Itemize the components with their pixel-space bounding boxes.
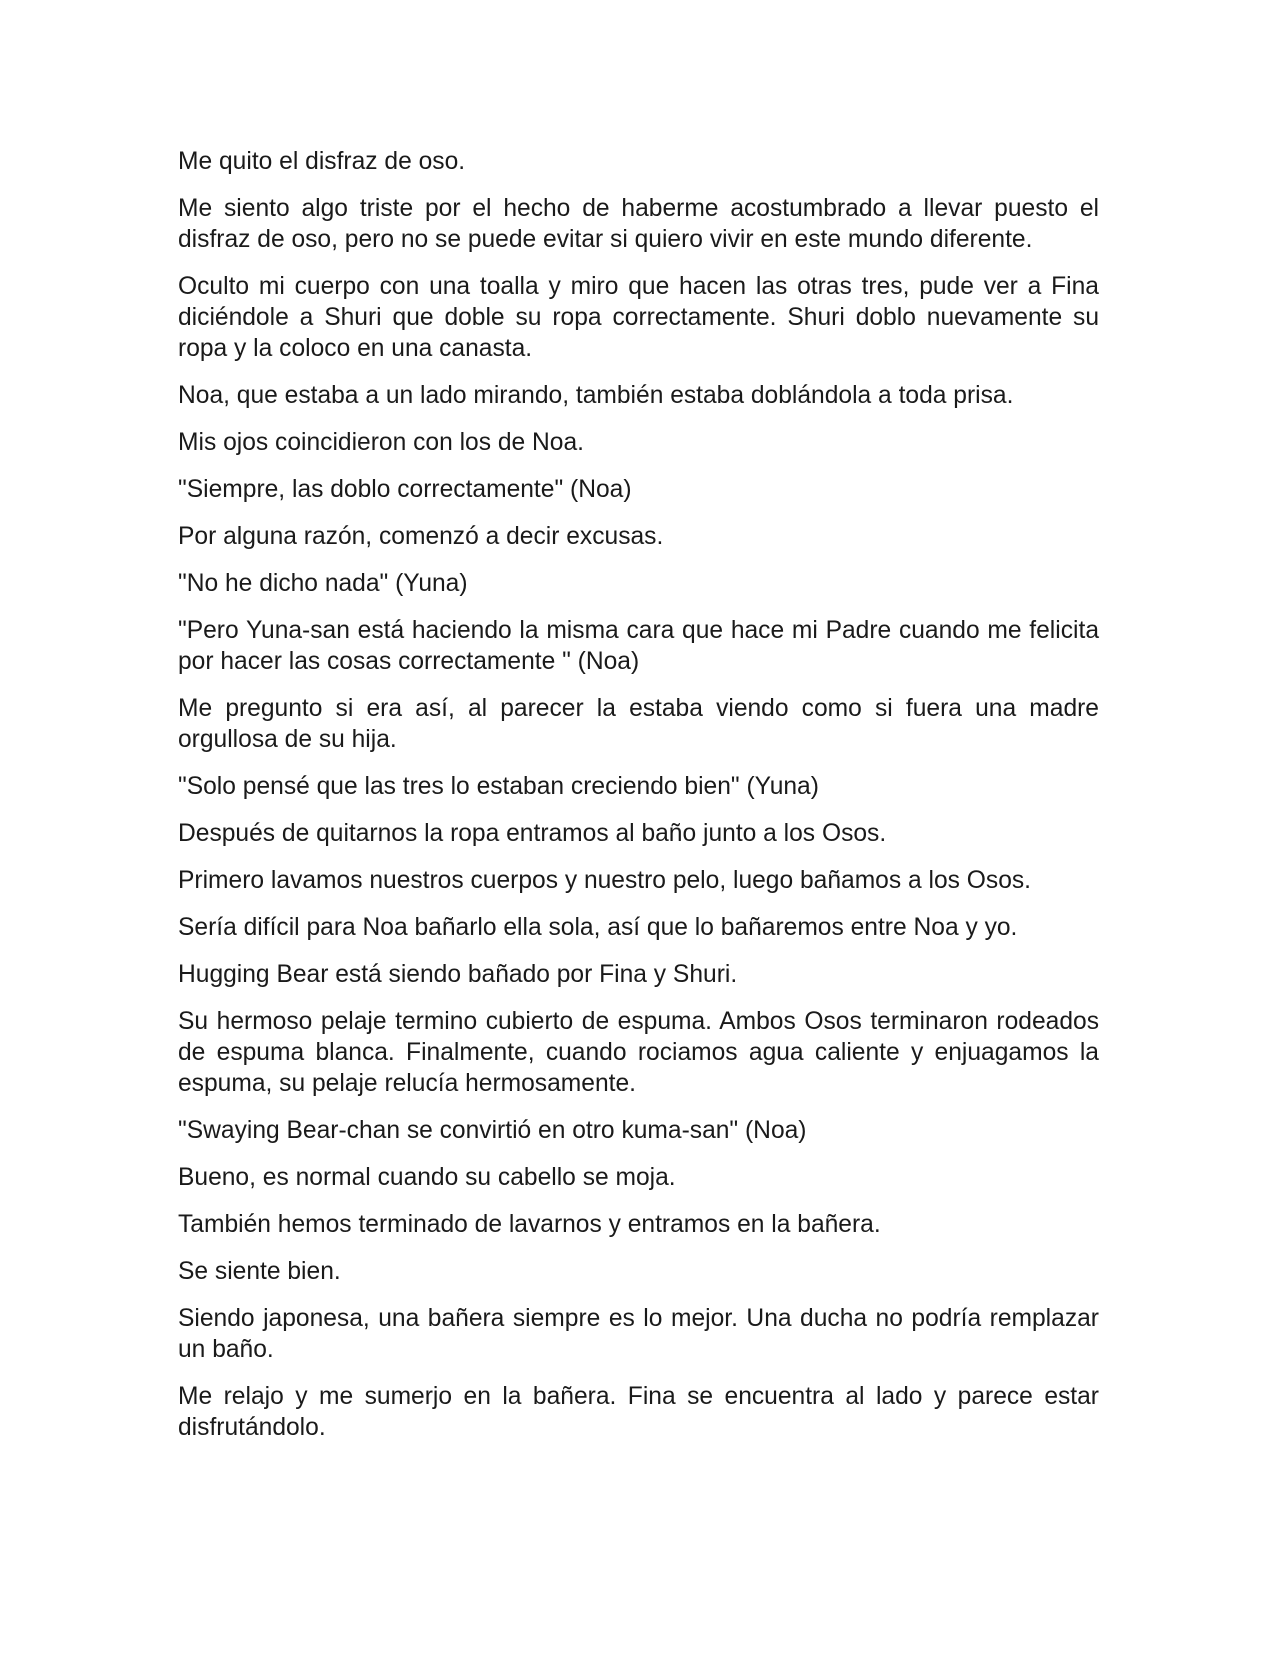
paragraph: Sería difícil para Noa bañarlo ella sola, así que lo bañaremos entre Noa y yo.: [178, 914, 1018, 941]
paragraph: Mis ojos coincidieron con los de Noa.: [178, 429, 585, 456]
paragraph: Después de quitarnos la ropa entramos al baño junto a los Osos.: [178, 820, 887, 847]
document-body: [178, 146, 1099, 1459]
paragraph: Por alguna razón, comenzó a decir excusas.: [178, 523, 664, 550]
paragraph: Oculto mi cuerpo con una toalla y miro que hacen las otras tres, pude ver a Fina diciéndole a Shuri que doble su ropa correctamente. Shuri doblo nuevamente su ropa y la coloco en una canasta.: [178, 273, 1099, 362]
paragraph: Hugging Bear está siendo bañado por Fina y Shuri.: [178, 961, 738, 988]
paragraph: Me siento algo triste por el hecho de haberme acostumbrado a llevar puesto el disfraz de oso, pero no se puede evitar si quiero vivir en este mundo diferente.: [178, 195, 1099, 253]
paragraph: "Solo pensé que las tres lo estaban creciendo bien" (Yuna): [178, 773, 819, 800]
paragraph: Bueno, es normal cuando su cabello se moja.: [178, 1164, 676, 1191]
paragraph: "Siempre, las doblo correctamente" (Noa): [178, 476, 632, 503]
paragraph: Primero lavamos nuestros cuerpos y nuestro pelo, luego bañamos a los Osos.: [178, 867, 1032, 894]
paragraph: Me relajo y me sumerjo en la bañera. Fina se encuentra al lado y parece estar disfrutándolo.: [178, 1383, 1099, 1441]
paragraph: "Pero Yuna-san está haciendo la misma cara que hace mi Padre cuando me felicita por hacer las cosas correctamente " (Noa): [178, 617, 1099, 675]
paragraph: Noa, que estaba a un lado mirando, también estaba doblándola a toda prisa.: [178, 382, 1014, 409]
paragraph: Se siente bien.: [178, 1258, 341, 1285]
paragraph: Siendo japonesa, una bañera siempre es lo mejor. Una ducha no podría remplazar un baño.: [178, 1305, 1099, 1363]
paragraph: "Swaying Bear-chan se convirtió en otro kuma-san" (Noa): [178, 1117, 807, 1144]
paragraph: Su hermoso pelaje termino cubierto de espuma. Ambos Osos terminaron rodeados de espuma blanca. Finalmente, cuando rociamos agua caliente y enjuagamos la espuma, su pelaje relucía hermosamente.: [178, 1008, 1099, 1097]
paragraph: También hemos terminado de lavarnos y entramos en la bañera.: [178, 1211, 881, 1238]
paragraph: "No he dicho nada" (Yuna): [178, 570, 468, 597]
paragraph: Me pregunto si era así, al parecer la estaba viendo como si fuera una madre orgullosa de su hija.: [178, 695, 1099, 753]
paragraph: Me quito el disfraz de oso.: [178, 148, 466, 175]
